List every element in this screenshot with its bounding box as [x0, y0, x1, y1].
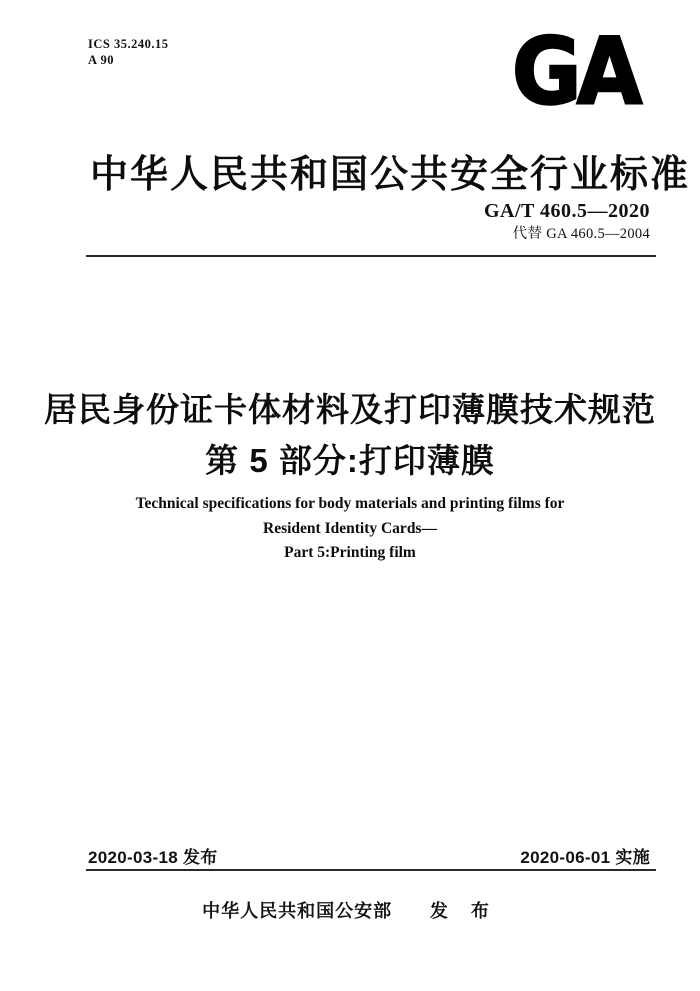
document-title-english	[0, 492, 700, 566]
dates-row	[88, 843, 650, 868]
title-cn-line2: 第 5 部分:打印薄膜	[205, 442, 495, 479]
publisher-line	[0, 897, 700, 923]
standard-category-title: 中华人民共和国公共安全行业标准	[90, 154, 691, 196]
implementation-date: 2020-06-01 实施	[520, 848, 650, 867]
title-cn-line1: 居民身份证卡体材料及打印薄膜技术规范	[44, 391, 656, 428]
title-en-line2: Resident Identity Cards—	[263, 519, 437, 537]
ics-code: ICS 35.240.15	[88, 37, 169, 51]
issue-date: 2020-03-18 发布	[88, 848, 218, 867]
header-divider	[86, 255, 656, 257]
document-class-code: A 90	[88, 53, 114, 67]
ga-logo: GA	[512, 18, 638, 125]
title-en-line1: Technical specifications for body materials and printing films for	[135, 495, 565, 512]
document-title-chinese	[0, 384, 700, 486]
ics-classification	[88, 36, 168, 68]
replaced-standard-note: 代替 GA 460.5—2004	[512, 226, 650, 242]
footer-divider	[86, 869, 656, 871]
title-en-line3: Part 5:Printing film	[284, 544, 416, 561]
standard-number: GA/T 460.5—2020	[483, 200, 650, 222]
publisher-name: 中华人民共和国公安部	[202, 901, 393, 921]
publish-action-label: 发 布	[429, 901, 498, 921]
